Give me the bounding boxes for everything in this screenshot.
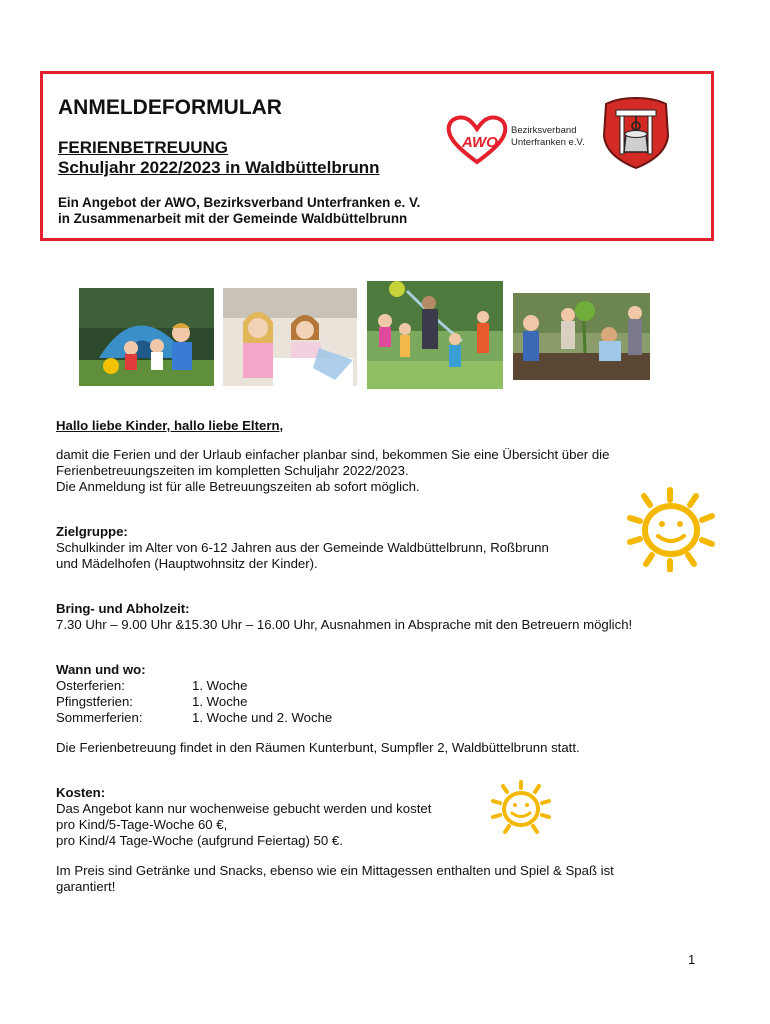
photo-children-crafting [223, 288, 357, 386]
awo-org-line-2: Unterfranken e.V. [511, 137, 585, 148]
sun-icon [624, 486, 718, 572]
offer-line-1: Ein Angebot der AWO, Bezirksverband Unterfranken e. V. [58, 195, 421, 210]
closing-line-1: Im Preis sind Getränke und Snacks, ebenso wie ein Mittagessen enthalten und Spiel & Spaß ist [56, 863, 614, 878]
location-line: Die Ferienbetreuung findet in den Räumen Kunterbunt, Sumpfler 2, Waldbüttelbrunn statt. [56, 740, 580, 755]
photo-children-gardening [513, 293, 650, 380]
times-line: 7.30 Uhr – 9.00 Uhr &15.30 Uhr – 16.00 Uhr, Ausnahmen in Absprache mit den Betreuern möglich! [56, 617, 633, 632]
season-value: 1. Woche [192, 694, 248, 709]
subtitle-schuljahr: Schuljahr 2022/2023 in Waldbüttelbrunn [58, 158, 380, 177]
times-heading: Bring- und Abholzeit: [56, 601, 190, 616]
photo-children-water-play [367, 281, 503, 389]
season-label: Sommerferien: [56, 710, 143, 725]
photo-children-tent [79, 288, 214, 386]
greeting: Hallo liebe Kinder, hallo liebe Eltern, [56, 418, 284, 433]
subtitle-ferienbetreuung: FERIENBETREUUNG [58, 138, 229, 157]
awo-org-line-1: Bezirksverband [511, 125, 577, 136]
awo-heart-icon [445, 114, 509, 166]
municipality-crest-icon [598, 96, 674, 170]
awo-logo-text: AWO [462, 134, 498, 151]
costs-heading: Kosten: [56, 785, 106, 800]
season-label: Pfingstferien: [56, 694, 133, 709]
target-group-line-1: Schulkinder im Alter von 6-12 Jahren aus der Gemeinde Waldbüttelbrunn, Roßbrunn [56, 540, 549, 555]
intro-line-3: Die Anmeldung ist für alle Betreuungszeiten ab sofort möglich. [56, 479, 420, 494]
costs-line-3: pro Kind/4 Tage-Woche (aufgrund Feiertag) 50 €. [56, 833, 343, 848]
season-value: 1. Woche [192, 678, 248, 693]
intro-line-2: Ferienbetreuungszeiten im kompletten Schuljahr 2022/2023. [56, 463, 409, 478]
when-where-heading: Wann und wo: [56, 662, 146, 677]
season-label: Osterferien: [56, 678, 125, 693]
offer-line-2: in Zusammenarbeit mit der Gemeinde Waldbüttelbrunn [58, 211, 408, 226]
intro-line-1: damit die Ferien und der Urlaub einfacher planbar sind, bekommen Sie eine Übersicht über die [56, 447, 610, 462]
costs-line-1: Das Angebot kann nur wochenweise gebucht werden und kostet [56, 801, 432, 816]
costs-line-2: pro Kind/5-Tage-Woche 60 €, [56, 817, 228, 832]
closing-line-2: garantiert! [56, 879, 116, 894]
header-box [40, 71, 714, 241]
season-value: 1. Woche und 2. Woche [192, 710, 333, 725]
target-group-heading: Zielgruppe: [56, 524, 128, 539]
target-group-line-2: und Mädelhofen (Hauptwohnsitz der Kinder). [56, 556, 318, 571]
page-title: ANMELDEFORMULAR [58, 96, 282, 119]
page-number: 1 [688, 952, 696, 967]
awo-logo [445, 114, 595, 166]
sun-icon [489, 779, 553, 837]
